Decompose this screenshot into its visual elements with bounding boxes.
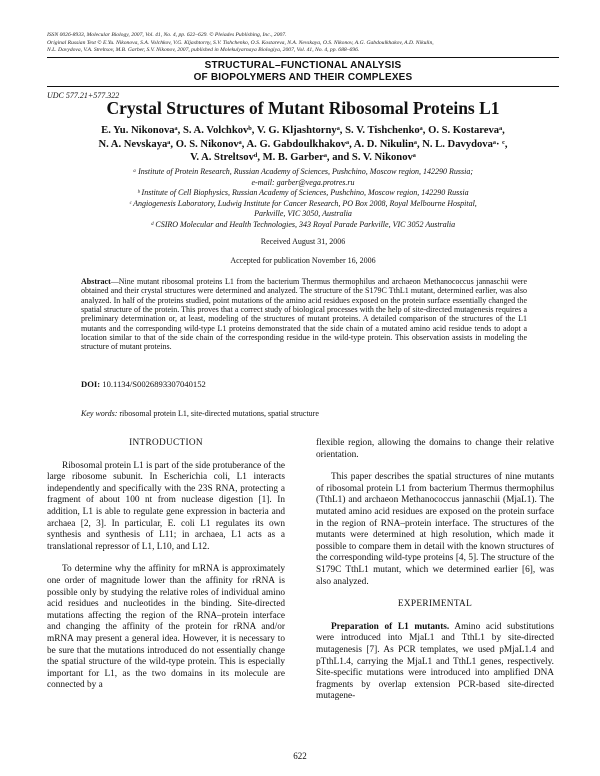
preparation-subheading: Preparation of L1 mutants. <box>331 621 450 632</box>
doi-label: DOI: <box>81 379 101 389</box>
intro-paragraph-3: This paper describes the spatial structures of nine mutants of ribosomal protein L1 from bacterium Thermus thermophilus (TthL1) and archaeon Methanococcus jannaschii (MjaL1). The mutated amino acid residues are exposed on the protein surface in the region of RNA–protein interface. The structures of the mutants were determined at high resolution, which made it possible to compare them in detail with the known structures of the corresponding wild-type proteins [4, 5]. The structure of the S179C TthL1 mutant, which we determined earlier [6], was also analyzed. <box>316 472 554 587</box>
keywords-label: Key words: <box>81 409 118 418</box>
section-title-line-1: STRUCTURAL–FUNCTIONAL ANALYSIS <box>204 60 402 71</box>
authors-line-2: N. A. Nevskayaᵃ, O. S. Nikonovᵃ, A. G. Gabdoulkhakovᵃ, A. D. Nikulinᵃ, N. L. Davydovaᵃ· ᶜ, <box>98 138 508 150</box>
section-rule <box>47 86 559 87</box>
keywords <box>81 409 527 418</box>
affiliation-c-line-1: ᶜ Angiogenesis Laboratory, Ludwig Institute for Cancer Research, PO Box 2008, Royal Melbourne Hospital, <box>129 198 477 208</box>
affiliation-b: ᵇ Institute of Cell Biophysics, Russian Academy of Sciences, Pushchino, Moscow region, 142290 Russia <box>137 188 469 198</box>
section-title <box>47 60 559 84</box>
abstract-text: —Nine mutant ribosomal proteins L1 from the bacterium Thermus thermophilus and archaeon Methanococcus jannaschii were obtained and their crystal structures were determined and analyzed. The structure of the S179C TthL1 mutant, determined earlier, was also analyzed. In half of the proteins studied, point mutations of the amino acid residues exposed on the protein surface essentially changed the spatial structure of the protein. This proves that a correct study of biological processes with the help of site-directed mutagenesis requires a preliminary determination or, at least, modeling of the structures of mutant proteins. A detailed comparison of the structures of the L1 mutants and the corresponding wild-type L1 proteins demonstrated that the side chain of a mutated amino acid residue tends to adopt a location similar to that of the side chain of the corresponding residue in the wild-type protein. This observation assists in modeling the structure of mutant proteins. <box>81 277 527 352</box>
keywords-value: ribosomal protein L1, site-directed mutations, spatial structure <box>119 409 319 418</box>
abstract-label: Abstract <box>81 277 111 286</box>
page-number: 622 <box>293 751 307 761</box>
affiliation-email: e-mail: garber@vega.protres.ru <box>251 177 355 187</box>
experimental-paragraph-1 <box>316 622 554 703</box>
intro-paragraph-1: Ribosomal protein L1 is part of the side protuberance of the large ribosome subunit. In Escherichia coli, L1 interacts independently and specifically with the 23S RNA, protecting a fragment of about 100 nt from nuclease digestion [1]. In addition, L1 is able to regulate gene expression in bacteria and archaea [2, 3]. In particular, E. coli L1 regulates its own synthesis and synthesis of L11; in archaea, L1 acts as a translational repressor of L1, L10, and L12. <box>47 460 285 552</box>
header-rule <box>47 57 559 58</box>
authors-line-3: V. A. Streltsovᵈ, M. B. Garberᵃ, and S. V. Nikonovᵃ <box>190 152 416 163</box>
doi-value: 10.1134/S0026893307040152 <box>102 379 206 389</box>
running-header <box>47 32 557 55</box>
affiliation-d: ᵈ CSIRO Molecular and Health Technologies, 343 Royal Parade Parkville, VIC 3052 Australia <box>150 219 456 229</box>
udc-code: UDC 577.21+577.322 <box>47 91 120 100</box>
right-column <box>316 438 554 714</box>
received-date: Received August 31, 2006 <box>260 237 346 246</box>
header-line-1: ISSN 0026-8933, Molecular Biology, 2007, Vol. 41, No. 4, pp. 622–629. © Pleiades Publishing, Inc., 2007. <box>47 32 287 38</box>
header-line-2: Original Russian Text © E.Yu. Nikonova, S.A. Volchkov, V.G. Kljashtorny, S.V. Tishchenko, O.S. Kostareva, N.A. Nevskaya, O.S. Nikonov, A.G. Gabdoulkhakov, A.D. Nikulin, <box>47 39 434 46</box>
abstract <box>81 277 527 352</box>
introduction-heading: INTRODUCTION <box>129 438 203 448</box>
left-column <box>47 438 285 703</box>
affiliation-c-line-2: Parkville, VIC 3050, Australia <box>254 209 352 219</box>
intro-paragraph-2-continued: flexible region, allowing the domains to change their relative orientation. <box>316 438 554 460</box>
intro-paragraph-2: To determine why the affinity for mRNA is approximately one order of magnitude lower than the affinity for rRNA is possible only by studying the relative roles of individual amino acid residues and nucleotides in the binding. Site-directed mutations affecting the region of the RNA–protein interface and changing the affinity of the protein for rRNA and/or mRNA may present a general idea. However, it is necessary to be sure that the mutations introduced do not essentially change the spatial structure of the wild-type protein. This is especially important for L1, as the two domains in its molecule are connected by a <box>47 564 285 691</box>
experimental-heading: EXPERIMENTAL <box>397 599 473 610</box>
doi <box>81 379 206 389</box>
section-title-line-2: OF BIOPOLYMERS AND THEIR COMPLEXES <box>193 72 413 83</box>
affiliations <box>60 167 546 231</box>
paper-title: Crystal Structures of Mutant Ribosomal Proteins L1 <box>106 98 500 118</box>
header-line-3: N.L. Davydova, V.A. Streltsov, M.B. Garber, S.V. Nikonov, 2007, published in Molekulyarnaya Biologiya, 2007, Vol. 41, No. 4, pp. 688–696. <box>47 47 360 54</box>
experimental-paragraph-1-text: Amino acid substitutions were introduced into MjaL1 and TthL1 by site-directed mutagenesis [7]. As PCR templates, we used pMjaL1.4 and pTthL1.4, carrying the MjaL1 and TthL1 genes, respectively. Site-specific mutations were introduced into amplified DNA fragments by overlap extension PCR-based site-directed mutagene- <box>316 621 555 702</box>
affiliation-a: ᵃ Institute of Protein Research, Russian Academy of Sciences, Pushchino, Moscow region, 142290 Russia; <box>132 167 474 176</box>
author-list <box>47 124 559 165</box>
accepted-date: Accepted for publication November 16, 2006 <box>230 256 376 265</box>
authors-line-1: E. Yu. Nikonovaᵃ, S. A. Volchkovᵇ, V. G. Kljashtornyᵃ, S. V. Tishchenkoᵃ, O. S. Kostarevaᵃ, <box>101 125 505 136</box>
